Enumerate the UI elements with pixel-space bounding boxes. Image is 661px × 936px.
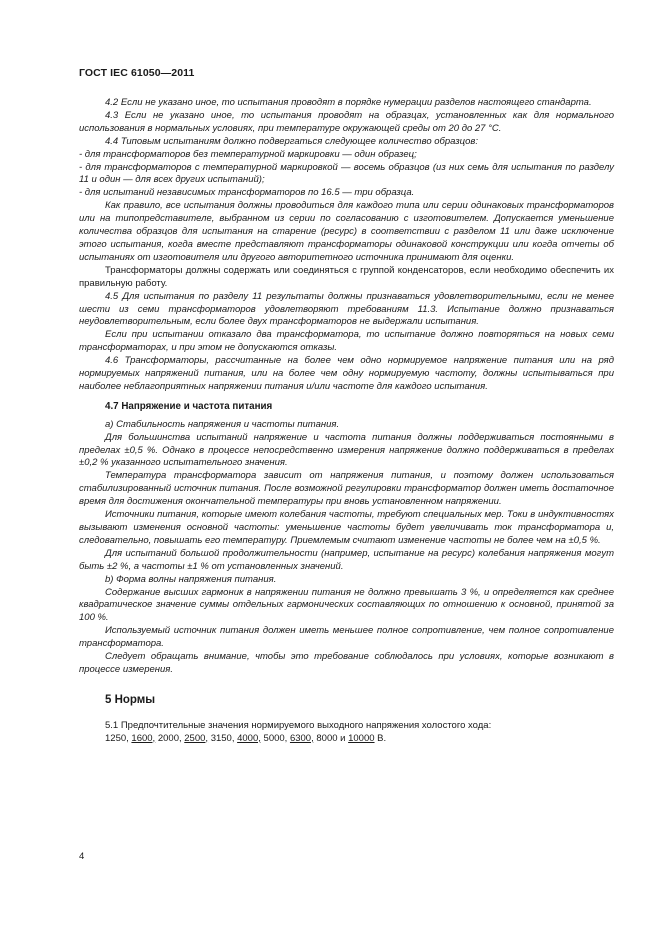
paragraph-4-3: 4.3 Если не указано иное, то испытания проводят на образцах, установленных как для нормального использования в нормальных условиях, при температуре окружающей среды от 20 до 27 °С.	[79, 109, 614, 134]
list-item: - для испытаний независимых трансформаторов по 16.5 — три образца.	[79, 187, 415, 199]
section-heading-5: 5 Нормы	[105, 693, 156, 706]
paragraph-4-4: 4.4 Типовым испытаниям должно подвергаться следующее количество образцов:	[105, 135, 478, 147]
paragraph: Температура трансформатора зависит от напряжения питания, и поэтому должен использоваться стабилизированный источник питания. После возможной регулировки трансформатор должен иметь достаточное время для достижения окончательной температуры при вновь установленном напряжении.	[79, 470, 614, 508]
paragraph-5-1: 5.1 Предпочтительные значения нормируемого выходного напряжения холостого хода:	[105, 719, 492, 731]
voltage-value-underlined: 4000,	[237, 732, 261, 744]
voltage-values-line	[79, 733, 614, 746]
paragraph-4-5: 4.5 Для испытания по разделу 11 результаты должны признаваться удовлетворительными, если не менее шести из семи трансформаторов удовлетворяют требованиям 11.3. Испытание должно признаваться неудовлетворительным, если более двух трансформаторов не выдержали испытания.	[79, 290, 614, 328]
voltage-value: 3150,	[210, 732, 235, 744]
voltage-value: 5000,	[263, 732, 288, 744]
document-body	[79, 97, 614, 746]
list-item: - для трансформаторов без температурной маркировки — один образец;	[79, 148, 417, 160]
list-item: - для трансформаторов с температурной маркировкой — восемь образцов (из них семь для испытания по разделу 11 и один — для всех других испытаний);	[79, 161, 614, 186]
page-number: 4	[79, 851, 85, 862]
voltage-value-underlined: 6300,	[289, 732, 314, 744]
paragraph: Для большинства испытаний напряжение и частота питания должны поддерживаться постоянными в пределах ±0,5 %. Однако в процессе непосредственно измерения напряжение должно поддерживаться в пределах ±0,2 % указанного испытательного значения.	[79, 431, 614, 469]
paragraph: Следует обращать внимание, чтобы это требование соблюдалось при условиях, которые возникают в процессе измерения.	[79, 651, 614, 675]
subsection-a-title: а) Стабильность напряжения и частоты питания.	[105, 418, 340, 430]
voltage-value: 2000,	[157, 732, 182, 744]
paragraph: Содержание высших гармоник в напряжении питания не должно превышать 3 %, и определяется как среднее квадратическое значение суммы отдельных гармонических составляющих по отношению к основной, принятой за 100 %.	[79, 586, 614, 624]
paragraph: Используемый источник питания должен иметь меньшее полное сопротивление, чем полное сопротивление трансформатора.	[79, 625, 614, 650]
subsection-b-title: b) Форма волны напряжения питания.	[105, 573, 277, 585]
voltage-unit: В.	[377, 732, 387, 744]
page-header-title: ГОСТ IEC 61050—2011	[79, 67, 195, 79]
voltage-value-underlined: 10000	[348, 732, 375, 744]
paragraph-4-2: 4.2 Если не указано иное, то испытания проводят в порядке нумерации разделов настоящего стандарта.	[105, 97, 592, 108]
voltage-value-underlined: 1600,	[131, 732, 156, 744]
paragraph: Источники питания, которые имеют колебания частоты, требуют специальных мер. Токи в индуктивностях вызывают изменения основной частоты: уменьшение частоты будет увеличивать ток трансформатора и, следовательно, повышать его температуру. Приемлемым считают изменение частоты не более чем на ±0,5 %.	[79, 509, 614, 546]
voltage-value: 8000 и	[316, 732, 346, 744]
section-heading-4-7: 4.7 Напряжение и частота питания	[105, 400, 273, 412]
paragraph-4-6: 4.6 Трансформаторы, рассчитанные на более чем одно нормируемое напряжение питания или на ряд нормируемых напряжений питания, или на более чем одну нормируемую частоту, должны испытываться при наиболее неблагоприятных напряжении питания и/или частоте для каждого испытания.	[79, 355, 614, 392]
paragraph: Если при испытании отказало два трансформатора, то испытание должно повторяться на новых семи трансформаторах, и при этом не допускаются отказы.	[79, 329, 614, 354]
paragraph: Как правило, все испытания должны проводиться для каждого типа или серии одинаковых трансформаторов или на типопредставителе, выбранном из серии по согласованию с изготовителем. Допускается уменьшение количества образцов для испытания на старение (ресурс) в соответствии с разделом 11 или даже исключение этого испытания, когда вместе представляют трансформаторы одинаковой конструкции или когда отчеты об испытаниях от изготовителя или другого авторитетного источника принимают для оценки.	[79, 200, 614, 263]
voltage-value-underlined: 2500,	[184, 732, 209, 744]
paragraph: Трансформаторы должны содержать или соединяться с группой конденсаторов, если необходимо обеспечить их правильную работу.	[79, 264, 614, 289]
voltage-value: 1250,	[105, 732, 129, 744]
paragraph: Для испытаний большой продолжительности (например, испытание на ресурс) колебания напряжения могут быть ±2 %, а частоты ±1 % от установленных значений.	[79, 547, 614, 572]
